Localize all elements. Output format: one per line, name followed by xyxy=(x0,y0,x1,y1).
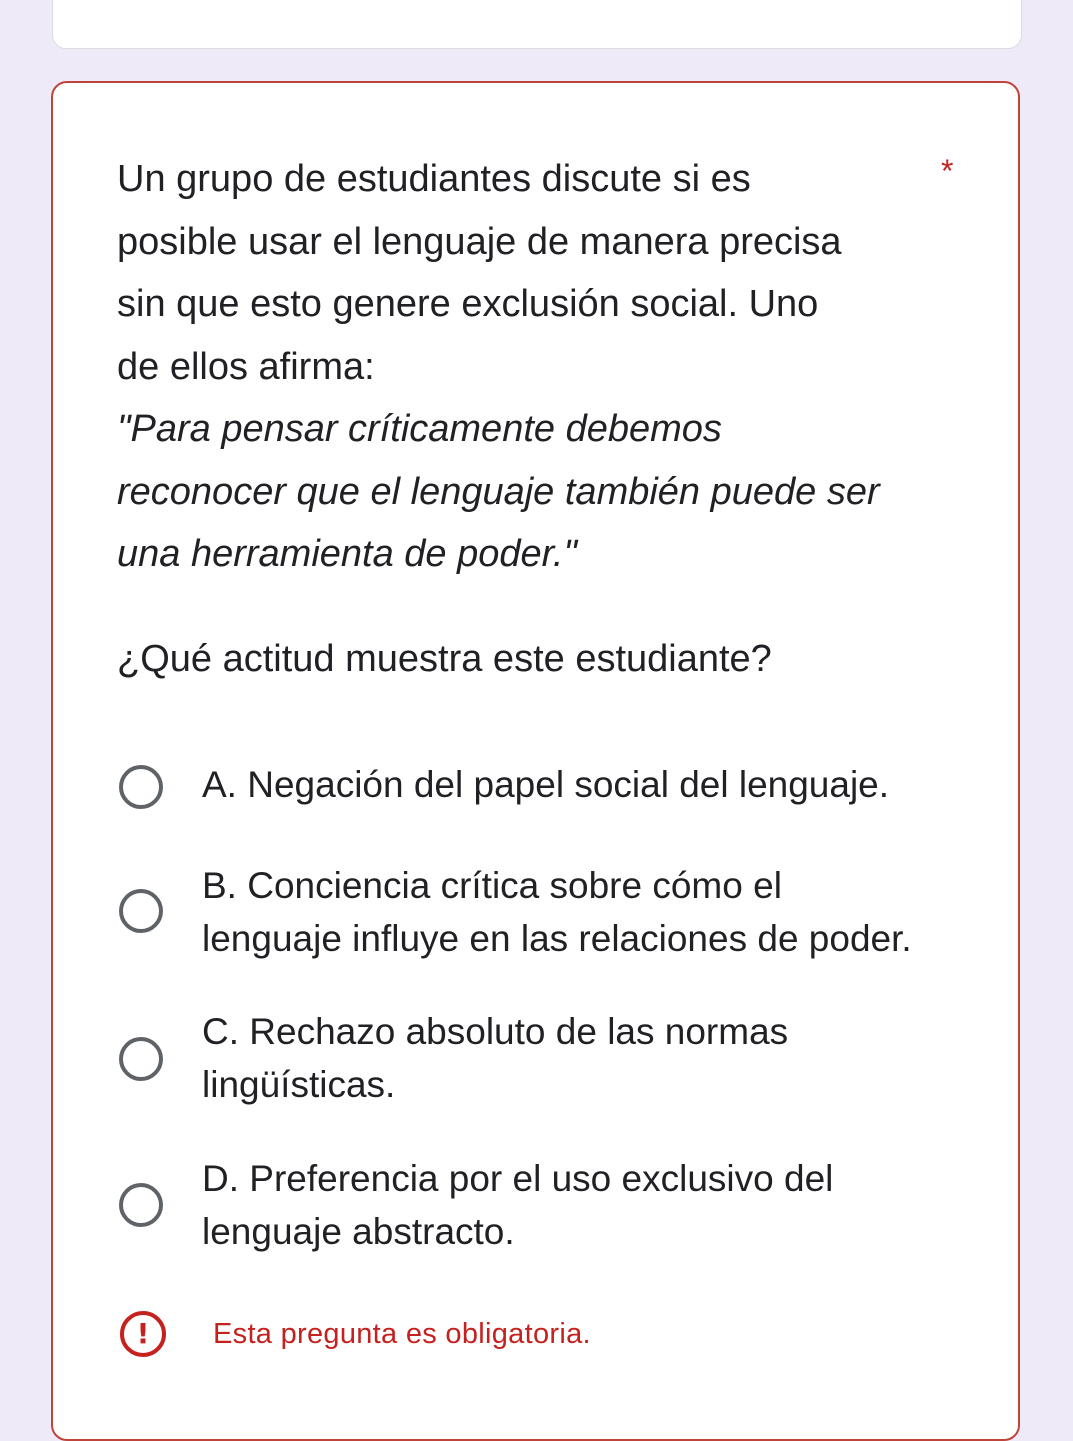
error-message: Esta pregunta es obligatoria. xyxy=(213,1318,591,1350)
radio-button-c[interactable] xyxy=(119,1037,163,1081)
question-text xyxy=(117,148,917,690)
option-label-line: A. Negación del papel social del lenguaje. xyxy=(202,764,890,805)
radio-button-b[interactable] xyxy=(119,889,163,933)
question-line: de ellos afirma: xyxy=(117,345,375,388)
question-line: sin que esto genere exclusión social. Uno xyxy=(117,283,819,325)
question-line: posible usar el lenguaje de manera precisa xyxy=(117,220,842,263)
option-d[interactable] xyxy=(117,1152,977,1258)
option-label-line: lenguaje abstracto. xyxy=(202,1211,515,1252)
option-label-line: lingüísticas. xyxy=(202,1064,396,1105)
option-a[interactable] xyxy=(117,758,977,814)
option-b-label xyxy=(202,859,912,965)
option-label-line: lenguaje influye en las relaciones de poder. xyxy=(202,918,912,959)
previous-question-card xyxy=(52,0,1022,49)
option-label-line: D. Preferencia por el uso exclusivo del xyxy=(202,1158,834,1199)
option-a-label xyxy=(202,758,889,811)
radio-button-a[interactable] xyxy=(119,765,163,809)
quote-line: "Para pensar críticamente debemos xyxy=(117,408,722,450)
option-d-label xyxy=(202,1152,833,1258)
question-card xyxy=(51,81,1020,1441)
option-c-label xyxy=(202,1005,788,1111)
question-line: Un grupo de estudiantes discute si es xyxy=(117,158,751,200)
radio-button-d[interactable] xyxy=(119,1183,163,1227)
quote-line: una herramienta de poder." xyxy=(117,533,577,575)
error-icon: ! xyxy=(120,1311,166,1357)
required-asterisk: * xyxy=(941,153,954,189)
quote-line: reconocer que el lenguaje también puede ser xyxy=(117,470,880,513)
option-b[interactable] xyxy=(117,859,977,965)
option-label-line: C. Rechazo absoluto de las normas xyxy=(202,1011,789,1052)
option-label-line: B. Conciencia crítica sobre cómo el xyxy=(202,865,782,906)
option-c[interactable] xyxy=(117,1005,977,1111)
validation-error xyxy=(120,1309,820,1359)
question-prompt: ¿Qué actitud muestra este estudiante? xyxy=(117,637,772,680)
